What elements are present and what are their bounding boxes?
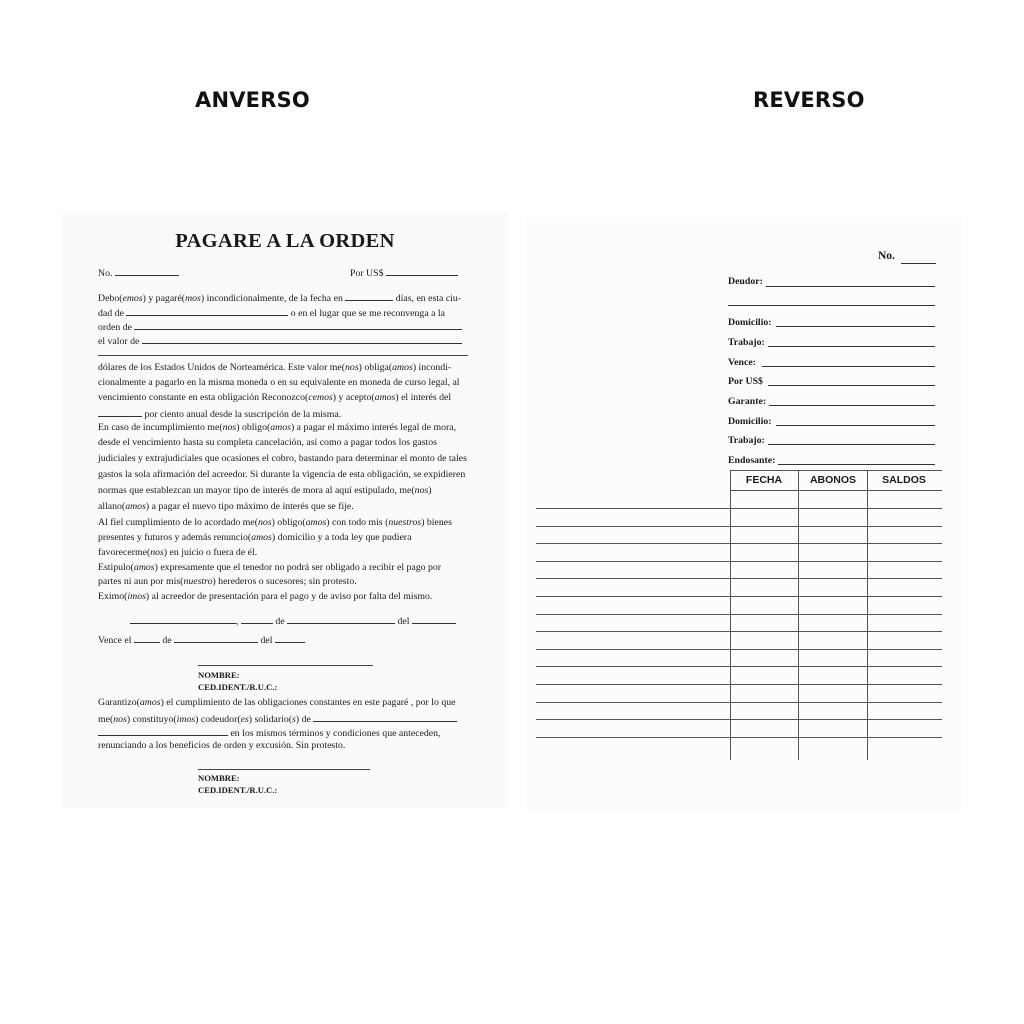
- field-garante: Garante:: [728, 396, 767, 407]
- field-endosante-line: [778, 464, 935, 465]
- due-date-line: Vence el de del: [98, 633, 305, 646]
- number-label: No.: [98, 268, 113, 279]
- field-por-us-line: [768, 385, 935, 386]
- body-line-15: Al fiel cumplimiento de lo acordado me(nos) obligo(amos) con todo mis (nuestros) bienes: [98, 517, 452, 528]
- reverso-heading: REVERSO: [753, 88, 865, 112]
- table-row-line: [536, 719, 942, 720]
- guarantor-name-label: NOMBRE:: [198, 773, 240, 783]
- back-number-line: [901, 263, 936, 264]
- table-row-line: [536, 508, 942, 509]
- field-garante-line: [769, 405, 935, 406]
- guarantee-line-4: renunciando a los beneficios de orden y excusión. Sin protesto.: [98, 740, 346, 751]
- amount-label: Por US$: [350, 268, 384, 279]
- field-deudor-line: [766, 286, 935, 287]
- header-fecha: FECHA: [745, 474, 783, 486]
- body-line-2: dad de o en el lugar que se me reconvenga a la: [98, 308, 445, 319]
- field-domicilio-2-line: [776, 425, 935, 426]
- field-trabajo: Trabajo:: [728, 337, 765, 348]
- pagare-back-sheet: [526, 218, 962, 810]
- body-line-20: Eximo(imos) al acreedor de presentación para el pago y de aviso por falta del mismo.: [98, 591, 433, 602]
- table-row-line: [536, 702, 942, 703]
- signature-line-debtor: [198, 665, 373, 666]
- body-line-14: allano(amos) a pagar el nuevo tipo máximo de interés que se fije.: [98, 501, 354, 512]
- guarantee-line-3: en los mismos términos y condiciones que anteceden,: [98, 726, 441, 739]
- table-row-line: [536, 543, 942, 544]
- signature-line-guarantor: [198, 769, 370, 770]
- field-domicilio-2: Domicilio:: [728, 416, 772, 427]
- table-row-line: [536, 666, 942, 667]
- body-line-4: el valor de: [98, 334, 462, 347]
- body-line-18: Estipulo(amos) expresamente que el tenedor no podrá ser obligado a recibir el pago por: [98, 562, 442, 573]
- table-row-line: [536, 684, 942, 685]
- body-line-13: normas que establezcan un mayor tipo de interés de mora al aquí estipulado, me(nos): [98, 485, 432, 496]
- back-number-label: No.: [878, 250, 895, 262]
- field-trabajo-2-line: [768, 444, 935, 445]
- body-line-10: desde el vencimiento hasta su completa cancelación, así como a pagar todos los gastos: [98, 437, 437, 448]
- table-header-line: [730, 490, 942, 491]
- table-row-line: [536, 614, 942, 615]
- body-line-17: favorecerme(nos) en juicio o fuera de él.: [98, 547, 258, 558]
- body-line-3: orden de: [98, 320, 462, 333]
- field-deudor: Deudor:: [728, 276, 763, 287]
- anverso-heading: ANVERSO: [195, 88, 310, 112]
- pagare-front-sheet: [62, 212, 508, 808]
- value-blank-line: [98, 355, 468, 356]
- body-line-16: presentes y futuros y además renuncio(amos) domicilio y a toda ley que pudiera: [98, 532, 412, 543]
- number-field: [98, 266, 179, 279]
- guarantor-id-label: CED.IDENT./R.U.C.:: [198, 785, 278, 795]
- guarantee-line-1: Garantizo(amos) el cumplimiento de las obligaciones constantes en este pagaré , por lo que: [98, 697, 456, 708]
- body-line-7: vencimiento constante en esta obligación Reconozco(cemos) y acepto(amos) el interés del: [98, 392, 452, 403]
- table-row-line: [536, 596, 942, 597]
- table-column-line: [730, 470, 731, 760]
- table-row-line: [536, 526, 942, 527]
- header-saldos: SALDOS: [882, 474, 926, 486]
- body-line-6: cionalmente a pagarlo en la misma moneda o en su equivalente en moneda de curso legal, al: [98, 377, 460, 388]
- body-line-5: dólares de los Estados Unidos de Norteamérica. Este valor me(nos) obliga(amos) incondi-: [98, 362, 452, 373]
- field-domicilio-line: [776, 326, 935, 327]
- field-vence-line: [762, 366, 935, 367]
- table-row-line: [536, 561, 942, 562]
- field-vence: Vence:: [728, 357, 756, 368]
- body-line-8: por ciento anual desde la suscripción de la misma.: [98, 407, 341, 420]
- field-por-us: Por US$: [728, 376, 763, 387]
- field-deudor-line-2: [728, 305, 935, 306]
- table-column-line: [867, 470, 868, 760]
- field-trabajo-line: [768, 346, 935, 347]
- field-trabajo-2: Trabajo:: [728, 435, 765, 446]
- place-date-line: , de del: [130, 614, 456, 627]
- body-line-11: judiciales y extrajudiciales que ocasiones el cobro, bastando para determinar el monto de tales: [98, 453, 467, 464]
- body-line-1: Debo(emos) y pagaré(mos) incondicionalmente, de la fecha en días, en esta ciu-: [98, 293, 462, 304]
- table-row-line: [536, 737, 942, 738]
- table-row-line: [536, 578, 942, 579]
- table-row-line: [536, 631, 942, 632]
- table-top-line: [730, 470, 942, 471]
- guarantee-line-2: me(nos) constituyo(imos) codeudor(es) solidario(s) de: [98, 712, 457, 725]
- field-endosante: Endosante:: [728, 455, 776, 466]
- document-title: PAGARE A LA ORDEN: [175, 230, 395, 252]
- body-line-9: En caso de incumplimiento me(nos) obligo(amos) a pagar el máximo interés legal de mora,: [98, 422, 457, 433]
- body-line-19: partes ni aun por mis(nuestro) herederos o sucesores; sin protesto.: [98, 576, 357, 587]
- table-row-line: [536, 649, 942, 650]
- table-column-line: [798, 470, 799, 760]
- field-domicilio: Domicilio:: [728, 317, 772, 328]
- debtor-name-label: NOMBRE:: [198, 670, 240, 680]
- header-abonos: ABONOS: [809, 474, 857, 486]
- amount-field: [350, 266, 458, 279]
- body-line-12: gastos la sola afirmación del acreedor. Si durante la vigencia de esta obligación, se expidieren: [98, 469, 466, 480]
- debtor-id-label: CED.IDENT./R.U.C.:: [198, 682, 278, 692]
